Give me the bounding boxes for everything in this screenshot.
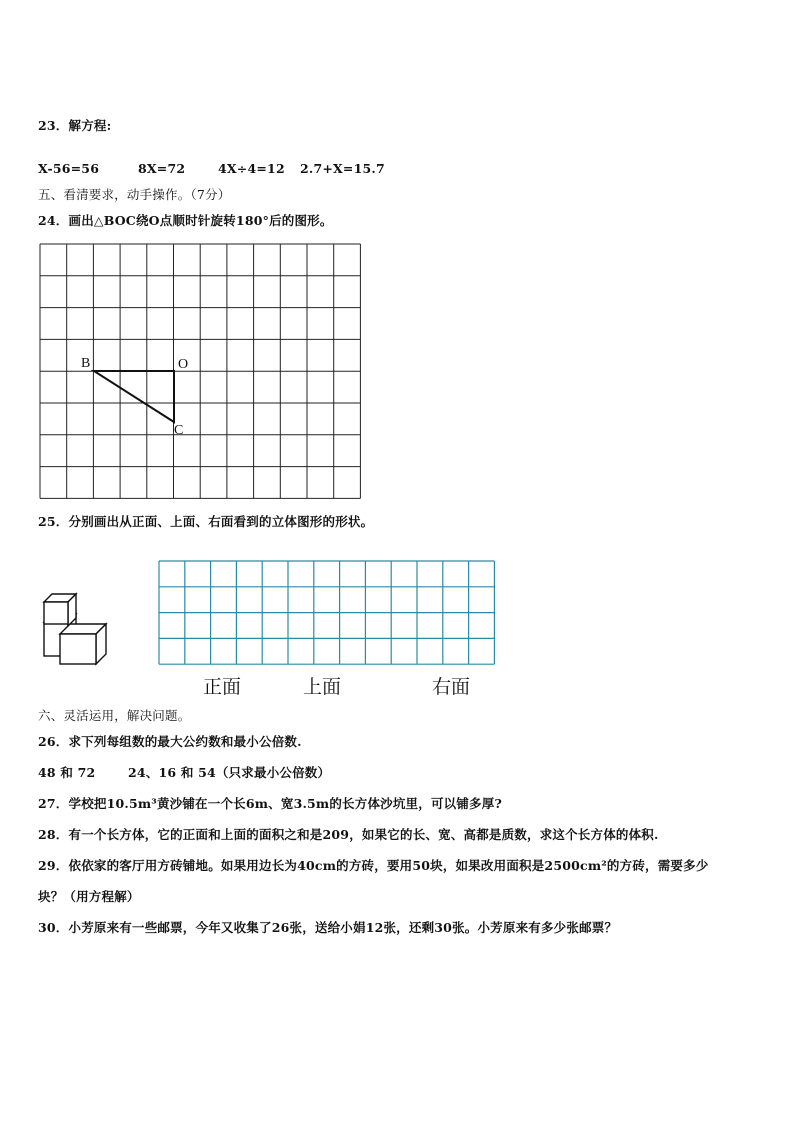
equation-2: 8X=72 — [138, 161, 186, 176]
q24-title: 24．画出△BOC绕O点顺时针旋转180°后的图形。 — [38, 213, 333, 228]
q24-grid — [30, 236, 370, 506]
label-c: C — [174, 423, 184, 438]
q23-title: 23．解方程: — [38, 118, 112, 133]
q30-title: 30．小芳原来有一些邮票，今年又收集了26张，送给小娟12张，还剩30张。小芳原来有多少张邮票？ — [38, 920, 618, 935]
q28-title: 28．有一个长方体，它的正面和上面的面积之和是209，如果它的长、宽、高都是质数，求这个长方体的体积. — [38, 827, 659, 842]
equation-3: 4X÷4=12 — [218, 161, 285, 176]
triangle-boc — [94, 371, 174, 422]
cube-figure — [38, 588, 110, 668]
label-front: 正面 — [203, 676, 242, 698]
q27-title: 27．学校把10.5m³黄沙铺在一个长6m、宽3.5m的长方体沙坑里，可以铺多厚? — [38, 796, 502, 811]
q29-line2: 块？（用方程解） — [38, 889, 140, 904]
label-o: O — [178, 357, 189, 372]
q29-line1: 29．依依家的客厅用方砖铺地。如果用边长为40cm的方砖，要用50块，如果改用面积是2500cm²的方砖，需要多少 — [38, 858, 709, 873]
q26-title: 26．求下列每组数的最大公约数和最小公倍数. — [38, 734, 302, 749]
q25-title: 25．分别画出从正面、上面、右面看到的立体图形的形状。 — [38, 514, 374, 529]
q26-item-1: 48 和 72 — [38, 765, 96, 780]
equation-4: 2.7+X=15.7 — [300, 161, 385, 176]
q26-item-2: 24、16 和 54（只求最小公倍数） — [128, 765, 331, 780]
section6-title: 六、灵活运用，解决问题。 — [38, 708, 191, 723]
label-right: 右面 — [432, 676, 471, 698]
section5-title: 五、看清要求，动手操作。（7分） — [38, 187, 231, 202]
equation-1: X-56=56 — [38, 161, 100, 176]
label-top: 上面 — [303, 676, 342, 698]
q25-grid — [157, 559, 497, 669]
label-b: B — [81, 356, 91, 371]
